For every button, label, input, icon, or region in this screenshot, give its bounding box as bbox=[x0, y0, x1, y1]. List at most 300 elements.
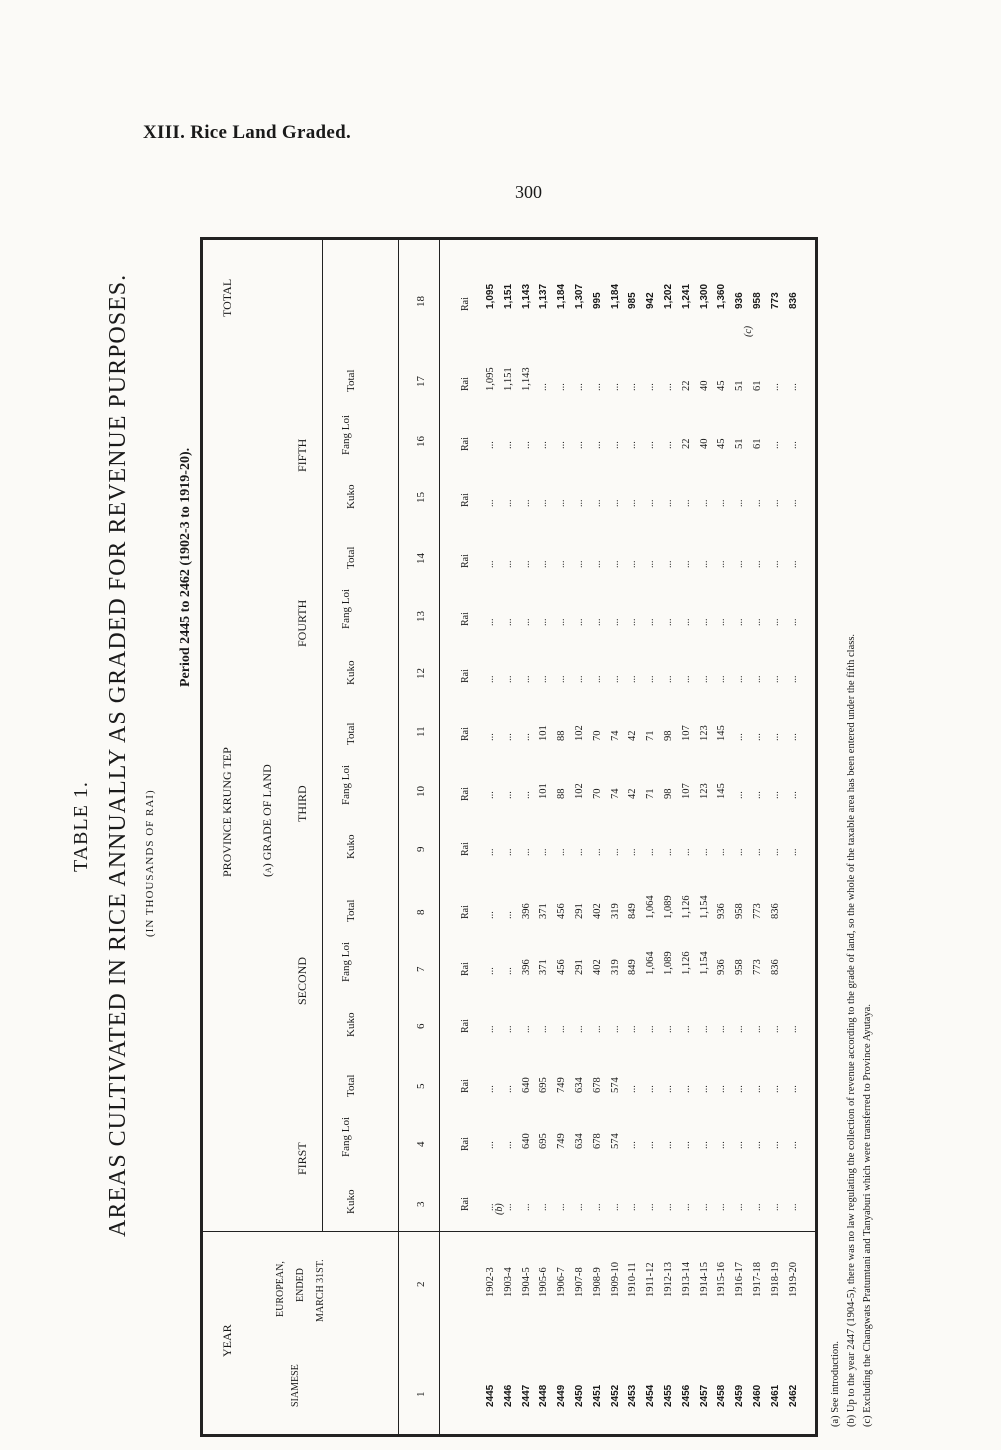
first-fang-loi-cell: ... bbox=[734, 1141, 746, 1149]
grand-total-cell: 1,151 bbox=[502, 283, 514, 309]
ellipsis-cell: ... bbox=[609, 560, 621, 568]
second-total-cell: 836 bbox=[769, 903, 781, 919]
second-total-cell: 371 bbox=[538, 903, 550, 919]
grand-total-cell: 1,184 bbox=[609, 283, 621, 309]
ellipsis-cell: ... bbox=[716, 1025, 728, 1033]
second-total-cell: 936 bbox=[716, 903, 728, 919]
european-cell: 1905-6 bbox=[538, 1267, 550, 1297]
third-total-cell: 123 bbox=[698, 725, 710, 741]
ellipsis-cell: ... bbox=[752, 848, 763, 856]
rai-5: Rai bbox=[460, 1079, 471, 1093]
ellipsis-cell: ... bbox=[556, 1203, 568, 1211]
fifth-total-cell: 45 bbox=[716, 380, 728, 391]
fifth-total-cell: ... bbox=[627, 383, 639, 391]
third-total-cell: 88 bbox=[556, 730, 568, 741]
header-rule bbox=[439, 237, 440, 1437]
frame-top bbox=[200, 237, 203, 1437]
second-fang-loi-cell: 1,154 bbox=[698, 951, 710, 975]
fifth-fang-loi-cell: 51 bbox=[734, 438, 746, 449]
grade-header: (a) GRADE OF LAND bbox=[260, 764, 274, 877]
second-total-cell: 849 bbox=[627, 903, 639, 919]
second-fang-loi-cell: ... bbox=[485, 967, 496, 975]
siamese-cell: 2448 bbox=[538, 1384, 550, 1407]
third-fang-loi-cell: 145 bbox=[716, 783, 728, 799]
fangloi-4: Fang Loi bbox=[340, 588, 352, 629]
ellipsis-cell: ... bbox=[645, 1203, 657, 1211]
ellipsis-cell: ... bbox=[556, 499, 568, 507]
ellipsis-cell: ... bbox=[485, 1025, 496, 1033]
siamese-cell: 2455 bbox=[663, 1384, 674, 1407]
second-header: SECOND bbox=[295, 956, 309, 1005]
second-fang-loi-cell: 936 bbox=[716, 959, 728, 975]
colnum-13: 13 bbox=[415, 611, 427, 622]
first-total-cell: 574 bbox=[609, 1077, 621, 1093]
first-total-cell: 695 bbox=[538, 1077, 550, 1093]
first-total-cell: ... bbox=[502, 1085, 514, 1093]
ellipsis-cell: ... bbox=[645, 560, 657, 568]
third-fang-loi-cell: 42 bbox=[627, 788, 639, 799]
ellipsis-cell: ... bbox=[538, 1025, 550, 1033]
third-fang-loi-cell: ... bbox=[485, 791, 496, 799]
fifth-fang-loi-cell: ... bbox=[663, 441, 674, 449]
fourth-header: FOURTH bbox=[295, 599, 309, 647]
ellipsis-cell: ... bbox=[734, 560, 746, 568]
kuko-5: Kuko bbox=[345, 484, 357, 509]
first-fang-loi-cell: ... bbox=[485, 1141, 496, 1149]
ellipsis-cell: ... bbox=[698, 560, 710, 568]
second-total-cell: 319 bbox=[609, 903, 621, 919]
second-fang-loi-cell: 319 bbox=[609, 959, 621, 975]
ellipsis-cell: ... bbox=[502, 1203, 514, 1211]
ellipsis-cell: ... bbox=[663, 560, 674, 568]
fifth-total-cell: 1,143 bbox=[520, 367, 532, 391]
second-fang-loi-cell: 773 bbox=[752, 959, 763, 975]
first-total-cell: ... bbox=[716, 1085, 728, 1093]
third-fang-loi-cell: 101 bbox=[538, 783, 550, 799]
first-total-cell: ... bbox=[645, 1085, 657, 1093]
fifth-fang-loi-cell: ... bbox=[520, 441, 532, 449]
ellipsis-cell: ... bbox=[627, 618, 639, 626]
fifth-fang-loi-cell: ... bbox=[769, 441, 781, 449]
third-total-cell: 98 bbox=[663, 730, 674, 741]
second-fang-loi-cell: 1,126 bbox=[680, 951, 692, 975]
european-cell: 1906-7 bbox=[556, 1267, 568, 1297]
ellipsis-cell: ... bbox=[663, 675, 674, 683]
grand-total-cell: 1,300 bbox=[698, 283, 710, 309]
ellipsis-cell: ... bbox=[485, 1203, 496, 1211]
first-fang-loi-cell: 695 bbox=[538, 1133, 550, 1149]
ellipsis-cell: ... bbox=[663, 1025, 674, 1033]
european-cell: 1914-15 bbox=[698, 1262, 710, 1297]
fifth-total-cell: 40 bbox=[698, 380, 710, 391]
first-total-cell: 640 bbox=[520, 1077, 532, 1093]
fifth-total-cell: ... bbox=[769, 383, 781, 391]
rai-14: Rai bbox=[460, 554, 471, 568]
frame-left bbox=[200, 1434, 818, 1437]
second-fang-loi-cell: 958 bbox=[734, 959, 746, 975]
rai-12: Rai bbox=[460, 669, 471, 683]
ellipsis-cell: ... bbox=[752, 1203, 763, 1211]
ellipsis-cell: ... bbox=[502, 675, 514, 683]
ellipsis-cell: ... bbox=[609, 499, 621, 507]
fifth-fang-loi-cell: ... bbox=[787, 441, 799, 449]
fifth-fang-loi-cell: ... bbox=[574, 441, 585, 449]
ellipsis-cell: ... bbox=[734, 848, 746, 856]
second-fang-loi-cell: 371 bbox=[538, 959, 550, 975]
ellipsis-cell: ... bbox=[485, 848, 496, 856]
ellipsis-cell: ... bbox=[556, 848, 568, 856]
ellipsis-cell: ... bbox=[502, 1025, 514, 1033]
grade-rule bbox=[322, 237, 323, 1232]
siamese-cell: 2461 bbox=[769, 1384, 781, 1407]
third-header: THIRD bbox=[295, 785, 309, 822]
fifth-total-cell: ... bbox=[787, 383, 799, 391]
siamese-cell: 2456 bbox=[680, 1384, 692, 1407]
ellipsis-cell: ... bbox=[502, 848, 514, 856]
third-fang-loi-cell: 74 bbox=[609, 788, 621, 799]
grand-total-cell: 1,184 bbox=[556, 283, 568, 309]
grand-total-cell: 1,137 bbox=[538, 283, 550, 309]
third-total-cell: ... bbox=[769, 733, 781, 741]
ellipsis-cell: ... bbox=[574, 618, 585, 626]
european-cell: 1915-16 bbox=[716, 1262, 728, 1297]
first-fang-loi-cell: ... bbox=[698, 1141, 710, 1149]
ellipsis-cell: ... bbox=[591, 560, 603, 568]
third-fang-loi-cell: 123 bbox=[698, 783, 710, 799]
colnum-16: 16 bbox=[415, 436, 427, 447]
ellipsis-cell: ... bbox=[716, 499, 728, 507]
ellipsis-cell: ... bbox=[680, 675, 692, 683]
rai-11: Rai bbox=[460, 727, 471, 741]
kuko-2: Kuko bbox=[345, 1012, 357, 1037]
footnote-a: (a) See introduction. bbox=[830, 1340, 841, 1427]
grand-total-cell: 1,202 bbox=[663, 283, 674, 309]
colnum-6: 6 bbox=[415, 1023, 427, 1029]
second-total-cell: 456 bbox=[556, 903, 568, 919]
fifth-total-cell: ... bbox=[574, 383, 585, 391]
ellipsis-cell: ... bbox=[538, 618, 550, 626]
first-header: FIRST bbox=[295, 1142, 309, 1175]
european-cell: 1910-11 bbox=[627, 1262, 639, 1297]
second-fang-loi-cell: 396 bbox=[520, 959, 532, 975]
total-2: Total bbox=[345, 899, 357, 922]
ellipsis-cell: ... bbox=[502, 618, 514, 626]
grand-total-cell: 958 bbox=[752, 292, 763, 309]
ellipsis-cell: ... bbox=[609, 848, 621, 856]
third-total-cell: 71 bbox=[645, 730, 657, 741]
note-b-marker: (b) bbox=[493, 1203, 505, 1215]
european-cell: 1918-19 bbox=[769, 1262, 781, 1297]
ellipsis-cell: ... bbox=[609, 618, 621, 626]
second-total-cell: ... bbox=[502, 911, 514, 919]
ellipsis-cell: ... bbox=[485, 560, 496, 568]
first-fang-loi-cell: 749 bbox=[556, 1133, 568, 1149]
ellipsis-cell: ... bbox=[520, 560, 532, 568]
fifth-fang-loi-cell: ... bbox=[502, 441, 514, 449]
ellipsis-cell: ... bbox=[680, 618, 692, 626]
ellipsis-cell: ... bbox=[716, 560, 728, 568]
siamese-cell: 2457 bbox=[698, 1384, 710, 1407]
first-total-cell: ... bbox=[734, 1085, 746, 1093]
ellipsis-cell: ... bbox=[520, 675, 532, 683]
first-fang-loi-cell: ... bbox=[752, 1141, 763, 1149]
colnum-5: 5 bbox=[415, 1083, 427, 1089]
ellipsis-cell: ... bbox=[627, 1203, 639, 1211]
first-fang-loi-cell: ... bbox=[787, 1141, 799, 1149]
footnote-c: (c) Excluding the Changwats Pratumtani and Tanyaburi which were transferred to Province Ayutaya. bbox=[862, 1004, 873, 1427]
ellipsis-cell: ... bbox=[787, 499, 799, 507]
first-total-cell: ... bbox=[752, 1085, 763, 1093]
ellipsis-cell: ... bbox=[663, 499, 674, 507]
second-fang-loi-cell: 1,064 bbox=[645, 951, 657, 975]
second-fang-loi-cell: ... bbox=[502, 967, 514, 975]
ellipsis-cell: ... bbox=[787, 1203, 799, 1211]
ellipsis-cell: ... bbox=[734, 618, 746, 626]
second-fang-loi-cell: 291 bbox=[574, 959, 585, 975]
fifth-total-cell: 22 bbox=[680, 380, 692, 391]
second-fang-loi-cell: 836 bbox=[769, 959, 781, 975]
colnum-15: 15 bbox=[415, 492, 427, 503]
european-cell: 1907-8 bbox=[574, 1267, 585, 1297]
grand-total-cell: 1,143 bbox=[520, 283, 532, 309]
ellipsis-cell: ... bbox=[591, 618, 603, 626]
ellipsis-cell: ... bbox=[609, 675, 621, 683]
first-fang-loi-cell: ... bbox=[645, 1141, 657, 1149]
ellipsis-cell: ... bbox=[752, 618, 763, 626]
total-1: Total bbox=[345, 1074, 357, 1097]
third-fang-loi-cell: ... bbox=[734, 791, 746, 799]
rai-7: Rai bbox=[460, 962, 471, 976]
ellipsis-cell: ... bbox=[752, 675, 763, 683]
ellipsis-cell: ... bbox=[485, 499, 496, 507]
ellipsis-cell: ... bbox=[716, 675, 728, 683]
fifth-fang-loi-cell: 40 bbox=[698, 438, 710, 449]
european-cell: 1903-4 bbox=[502, 1267, 514, 1297]
fifth-fang-loi-cell: ... bbox=[627, 441, 639, 449]
siamese-cell: 2458 bbox=[716, 1384, 728, 1407]
ellipsis-cell: ... bbox=[574, 560, 585, 568]
ellipsis-cell: ... bbox=[698, 1203, 710, 1211]
ellipsis-cell: ... bbox=[787, 675, 799, 683]
ellipsis-cell: ... bbox=[574, 1203, 585, 1211]
grand-total-cell: 985 bbox=[627, 292, 639, 309]
european-cell: 1911-12 bbox=[645, 1262, 657, 1297]
colnum-1: 1 bbox=[415, 1391, 427, 1397]
european-cell: 1917-18 bbox=[752, 1262, 763, 1297]
ellipsis-cell: ... bbox=[716, 1203, 728, 1211]
european-cell: 1908-9 bbox=[591, 1267, 603, 1297]
siamese-cell: 2459 bbox=[734, 1384, 746, 1407]
fifth-total-cell: ... bbox=[556, 383, 568, 391]
ellipsis-cell: ... bbox=[734, 675, 746, 683]
fifth-fang-loi-cell: ... bbox=[591, 441, 603, 449]
ellipsis-cell: ... bbox=[627, 560, 639, 568]
year-divider bbox=[200, 1231, 815, 1232]
siamese-cell: 2453 bbox=[627, 1384, 639, 1407]
ellipsis-cell: ... bbox=[627, 848, 639, 856]
first-total-cell: ... bbox=[787, 1085, 799, 1093]
siamese-cell: 2450 bbox=[574, 1384, 585, 1407]
first-total-cell: 678 bbox=[591, 1077, 603, 1093]
total-4: Total bbox=[345, 546, 357, 569]
siamese-cell: 2449 bbox=[556, 1384, 568, 1407]
ellipsis-cell: ... bbox=[556, 618, 568, 626]
european-cell: 1916-17 bbox=[734, 1262, 746, 1297]
section-heading: XIII. Rice Land Graded. bbox=[143, 122, 352, 143]
ellipsis-cell: ... bbox=[645, 675, 657, 683]
third-total-cell: ... bbox=[520, 733, 532, 741]
ellipsis-cell: ... bbox=[698, 499, 710, 507]
first-fang-loi-cell: ... bbox=[680, 1141, 692, 1149]
siamese-cell: 2445 bbox=[485, 1384, 496, 1407]
colnum-8: 8 bbox=[415, 909, 427, 915]
third-total-cell: 107 bbox=[680, 725, 692, 741]
second-total-cell: 958 bbox=[734, 903, 746, 919]
total-header: TOTAL bbox=[220, 278, 234, 317]
rai-13: Rai bbox=[460, 612, 471, 626]
ellipsis-cell: ... bbox=[698, 675, 710, 683]
ellipsis-cell: ... bbox=[752, 1025, 763, 1033]
grand-total-cell: 936 bbox=[734, 292, 746, 309]
ellipsis-cell: ... bbox=[769, 499, 781, 507]
total-5: Total bbox=[345, 369, 357, 392]
ellipsis-cell: ... bbox=[502, 499, 514, 507]
ellipsis-cell: ... bbox=[769, 675, 781, 683]
rai-3: Rai bbox=[460, 1197, 471, 1211]
ellipsis-cell: ... bbox=[520, 1203, 532, 1211]
kuko-3: Kuko bbox=[345, 834, 357, 859]
colnum-10: 10 bbox=[415, 786, 427, 797]
rai-6: Rai bbox=[460, 1019, 471, 1033]
second-total-cell: 1,126 bbox=[680, 895, 692, 919]
ellipsis-cell: ... bbox=[787, 848, 799, 856]
table-title: AREAS CULTIVATED IN RICE ANNUALLY AS GRADED FOR REVENUE PURPOSES. bbox=[105, 273, 131, 1237]
fifth-total-cell: ... bbox=[538, 383, 550, 391]
first-fang-loi-cell: ... bbox=[627, 1141, 639, 1149]
first-total-cell: 634 bbox=[574, 1077, 585, 1093]
siamese-cell: 2446 bbox=[502, 1384, 514, 1407]
grand-total-cell: 1,360 bbox=[716, 283, 728, 309]
fifth-total-cell: 61 bbox=[752, 380, 763, 391]
ellipsis-cell: ... bbox=[556, 675, 568, 683]
rai-18: Rai bbox=[460, 297, 471, 311]
first-fang-loi-cell: 678 bbox=[591, 1133, 603, 1149]
ellipsis-cell: ... bbox=[520, 848, 532, 856]
fifth-fang-loi-cell: 61 bbox=[752, 438, 763, 449]
table-label: TABLE 1. bbox=[70, 781, 92, 872]
ellipsis-cell: ... bbox=[627, 499, 639, 507]
ellipsis-cell: ... bbox=[787, 618, 799, 626]
third-fang-loi-cell: ... bbox=[752, 791, 763, 799]
siamese-cell: 2462 bbox=[787, 1384, 799, 1407]
ellipsis-cell: ... bbox=[645, 618, 657, 626]
third-total-cell: ... bbox=[485, 733, 496, 741]
european-cell: 1912-13 bbox=[663, 1262, 674, 1297]
colnum-3: 3 bbox=[415, 1201, 427, 1207]
ellipsis-cell: ... bbox=[574, 675, 585, 683]
ended-header: ENDED bbox=[295, 1268, 306, 1302]
rotated-table-block bbox=[70, 237, 900, 1437]
fifth-total-cell: 1,095 bbox=[485, 367, 496, 391]
kuko-4: Kuko bbox=[345, 660, 357, 685]
ellipsis-cell: ... bbox=[485, 675, 496, 683]
colnum-18: 18 bbox=[415, 296, 427, 307]
ellipsis-cell: ... bbox=[752, 499, 763, 507]
ellipsis-cell: ... bbox=[769, 848, 781, 856]
first-total-cell: 749 bbox=[556, 1077, 568, 1093]
ellipsis-cell: ... bbox=[538, 1203, 550, 1211]
rai-17: Rai bbox=[460, 377, 471, 391]
grand-total-cell: 836 bbox=[787, 292, 799, 309]
total-3: Total bbox=[345, 722, 357, 745]
siamese-cell: 2447 bbox=[520, 1384, 532, 1407]
colnum-11: 11 bbox=[415, 726, 427, 737]
ellipsis-cell: ... bbox=[645, 1025, 657, 1033]
ellipsis-cell: ... bbox=[787, 560, 799, 568]
colnum-14: 14 bbox=[415, 553, 427, 564]
first-total-cell: ... bbox=[698, 1085, 710, 1093]
fifth-total-cell: ... bbox=[591, 383, 603, 391]
fifth-total-cell: ... bbox=[609, 383, 621, 391]
ellipsis-cell: ... bbox=[787, 1025, 799, 1033]
kuko-1: Kuko bbox=[345, 1189, 357, 1214]
year-header: YEAR bbox=[220, 1324, 234, 1357]
colnum-rule bbox=[398, 237, 399, 1437]
ellipsis-cell: ... bbox=[680, 499, 692, 507]
ellipsis-cell: ... bbox=[609, 1203, 621, 1211]
province-header: PROVINCE KRUNG TEP bbox=[220, 747, 234, 877]
second-total-cell: 1,064 bbox=[645, 895, 657, 919]
fifth-total-cell: 1,151 bbox=[502, 367, 514, 391]
ellipsis-cell: ... bbox=[734, 1025, 746, 1033]
rai-9: Rai bbox=[460, 842, 471, 856]
rai-16: Rai bbox=[460, 437, 471, 451]
fifth-fang-loi-cell: 45 bbox=[716, 438, 728, 449]
ellipsis-cell: ... bbox=[591, 499, 603, 507]
ellipsis-cell: ... bbox=[769, 1203, 781, 1211]
ellipsis-cell: ... bbox=[627, 1025, 639, 1033]
third-fang-loi-cell: ... bbox=[520, 791, 532, 799]
siamese-cell: 2452 bbox=[609, 1384, 621, 1407]
third-total-cell: 101 bbox=[538, 725, 550, 741]
colnum-2: 2 bbox=[415, 1281, 427, 1287]
european-header: EUROPEAN, bbox=[275, 1261, 286, 1317]
third-fang-loi-cell: ... bbox=[787, 791, 799, 799]
ellipsis-cell: ... bbox=[591, 1025, 603, 1033]
grand-total-cell: 1,095 bbox=[485, 283, 496, 309]
first-total-cell: ... bbox=[769, 1085, 781, 1093]
fifth-total-cell: 51 bbox=[734, 380, 746, 391]
ellipsis-cell: ... bbox=[591, 1203, 603, 1211]
first-fang-loi-cell: ... bbox=[769, 1141, 781, 1149]
second-total-cell: 291 bbox=[574, 903, 585, 919]
march-header: MARCH 31ST. bbox=[315, 1259, 326, 1322]
ellipsis-cell: ... bbox=[769, 560, 781, 568]
rai-4: Rai bbox=[460, 1137, 471, 1151]
ellipsis-cell: ... bbox=[538, 560, 550, 568]
third-total-cell: 74 bbox=[609, 730, 621, 741]
second-total-cell: ... bbox=[485, 911, 496, 919]
ellipsis-cell: ... bbox=[663, 1203, 674, 1211]
ellipsis-cell: ... bbox=[716, 618, 728, 626]
second-fang-loi-cell: 849 bbox=[627, 959, 639, 975]
third-total-cell: ... bbox=[734, 733, 746, 741]
note-c-marker: (c) bbox=[743, 325, 755, 337]
fifth-fang-loi-cell: ... bbox=[645, 441, 657, 449]
european-cell: 1919-20 bbox=[787, 1262, 799, 1297]
third-fang-loi-cell: 107 bbox=[680, 783, 692, 799]
ellipsis-cell: ... bbox=[520, 499, 532, 507]
